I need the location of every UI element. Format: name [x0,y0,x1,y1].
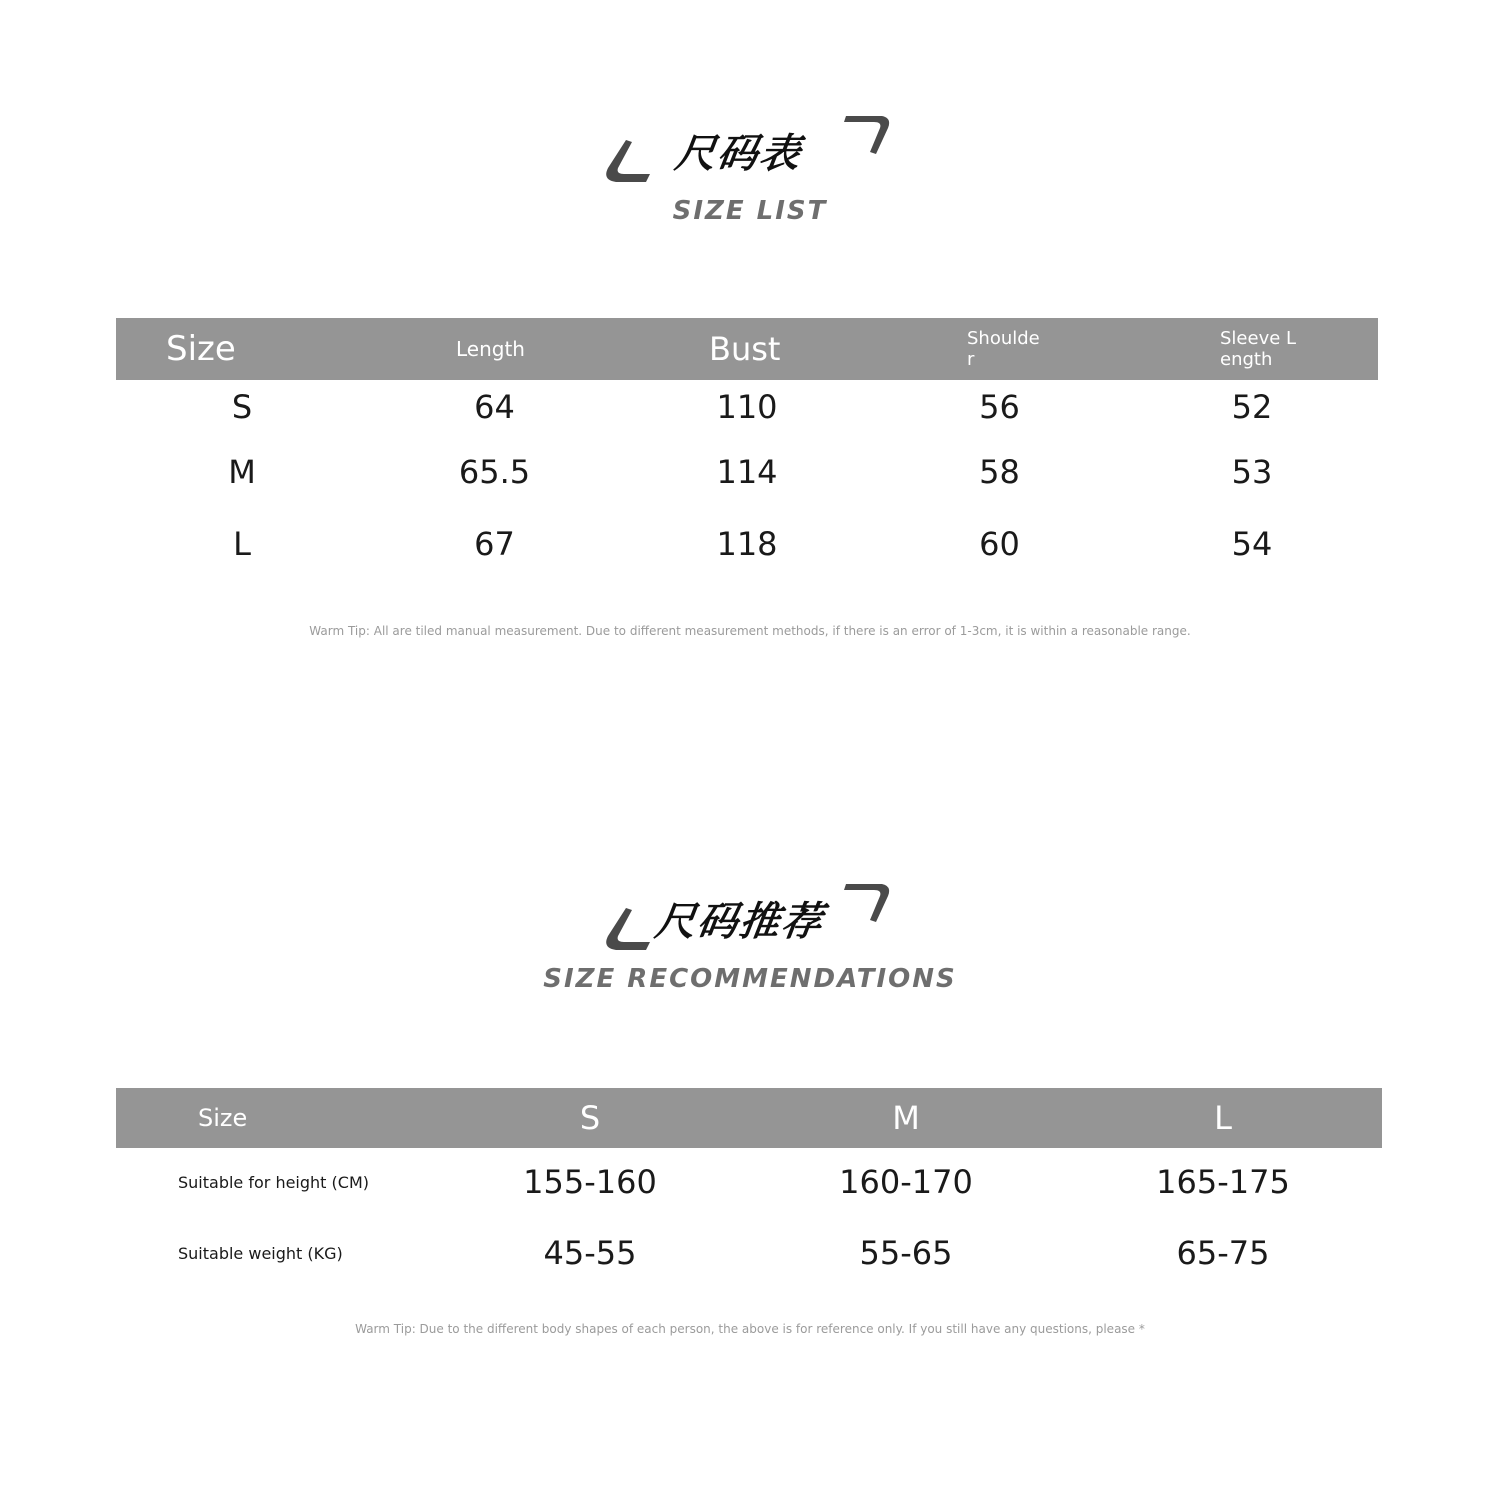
table-header-row [116,318,1378,380]
cell-weight-m: 55-65 [859,1234,953,1272]
size-list-tip: Warm Tip: All are tiled manual measurement. Due to different measurement methods, if there is an error of 1-3cm, it is within a reasonable range. [309,624,1191,638]
cell-sleeve-length: 52 [1231,388,1273,426]
size-list-title-en: SIZE LIST [672,196,828,226]
size-recommendations-table [116,1088,1382,1290]
cell-height-l: 165-175 [1156,1163,1290,1201]
table-row [116,1148,1382,1216]
table-row [116,1216,1382,1290]
cell-size: S [231,388,253,426]
header-m: M [892,1099,920,1137]
header-s: S [579,1099,601,1137]
size-recommendations-title-en: SIZE RECOMMENDATIONS [543,964,957,994]
cell-bust: 110 [716,388,778,426]
header-sleeve-length: Sleeve L ength [1220,328,1297,370]
cell-height-m: 160-170 [839,1163,973,1201]
right-bracket-icon [842,880,892,926]
table-row [116,434,1378,510]
header-bust: Bust [709,330,781,368]
table-header-row [116,1088,1382,1148]
left-bracket-icon [604,906,654,952]
table-row [116,510,1378,578]
header-shoulder: Shoulde r [967,328,1040,370]
left-bracket-icon [604,138,654,184]
cell-weight-l: 65-75 [1176,1234,1270,1272]
size-list-title-cn: 尺码表 [672,131,805,177]
cell-length: 65.5 [458,453,531,491]
cell-size: L [233,525,251,563]
right-bracket-icon [842,112,892,158]
cell-bust: 118 [716,525,778,563]
cell-bust: 114 [716,453,778,491]
header-length: Length [456,337,525,361]
row-label-weight: Suitable weight (KG) [178,1243,343,1263]
header-l: L [1214,1099,1232,1137]
header-size: Size [198,1104,248,1132]
row-label-height: Suitable for height (CM) [178,1172,369,1192]
cell-length: 64 [474,388,515,426]
cell-shoulder: 56 [979,388,1020,426]
size-recommendations-tip: Warm Tip: Due to the different body shapes of each person, the above is for reference only. If you still have any questions, please * [355,1322,1145,1336]
cell-size: M [228,453,256,491]
cell-height-s: 155-160 [523,1163,657,1201]
cell-weight-s: 45-55 [543,1234,637,1272]
size-list-table [116,318,1378,578]
table-row [116,380,1378,434]
cell-shoulder: 60 [979,525,1020,563]
cell-sleeve-length: 54 [1231,525,1273,563]
cell-length: 67 [474,525,515,563]
size-recommendations-title-cn: 尺码推荐 [652,899,827,945]
cell-sleeve-length: 53 [1231,453,1273,491]
header-size: Size [166,329,236,369]
cell-shoulder: 58 [979,453,1020,491]
